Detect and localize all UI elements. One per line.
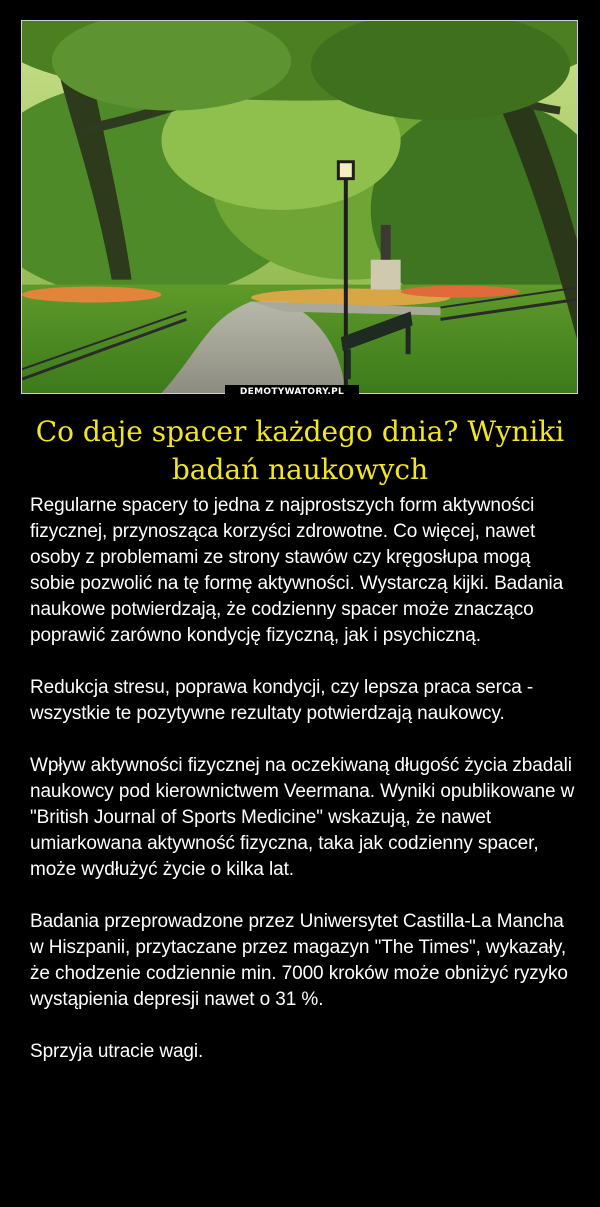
- paragraph: Wpływ aktywności fizycznej na oczekiwaną długość życia zbadali naukowcy pod kierownictwem Veermana. Wyniki opublikowane w "British Journal of Sports Medicine" wskazują, że nawet umiarkowana aktywność fizyczna, taka jak codzienny spacer, może wydłużyć życie o kilka lat.: [30, 755, 575, 880]
- paragraph: Sprzyja utracie wagi.: [30, 1041, 204, 1062]
- paragraph: Redukcja stresu, poprawa kondycji, czy lepsza praca serca - wszystkie te pozytywne rezultaty potwierdzają naukowcy.: [30, 677, 534, 724]
- watermark-logo: DEMOTYWATORY.PL: [225, 385, 359, 400]
- paragraph: Badania przeprowadzone przez Uniwersytet Castilla-La Mancha w Hiszpanii, przytaczane przez magazyn "The Times", wykazały, że chodzenie codziennie min. 7000 kroków może obniżyć ryzyko wystąpienia depresji nawet o 31 %.: [30, 911, 568, 1010]
- park-photo: [21, 20, 578, 394]
- paragraph: Regularne spacery to jedna z najprostszych form aktywności fizycznej, przynosząca korzyści zdrowotne. Co więcej, nawet osoby z problemami ze strony stawów czy kręgosłupa mogą sobie pozwolić na tę formę aktywności. Wystarczą kijki. Badania naukowe potwierdzają, że codzienny spacer może znacząco poprawić zarówno kondycję fizyczną, jak i psychiczną.: [30, 495, 564, 646]
- article-title: Co daje spacer każdego dnia? Wyniki badań naukowych: [35, 415, 565, 486]
- article-body: [30, 493, 575, 1065]
- park-illustration: [22, 21, 577, 393]
